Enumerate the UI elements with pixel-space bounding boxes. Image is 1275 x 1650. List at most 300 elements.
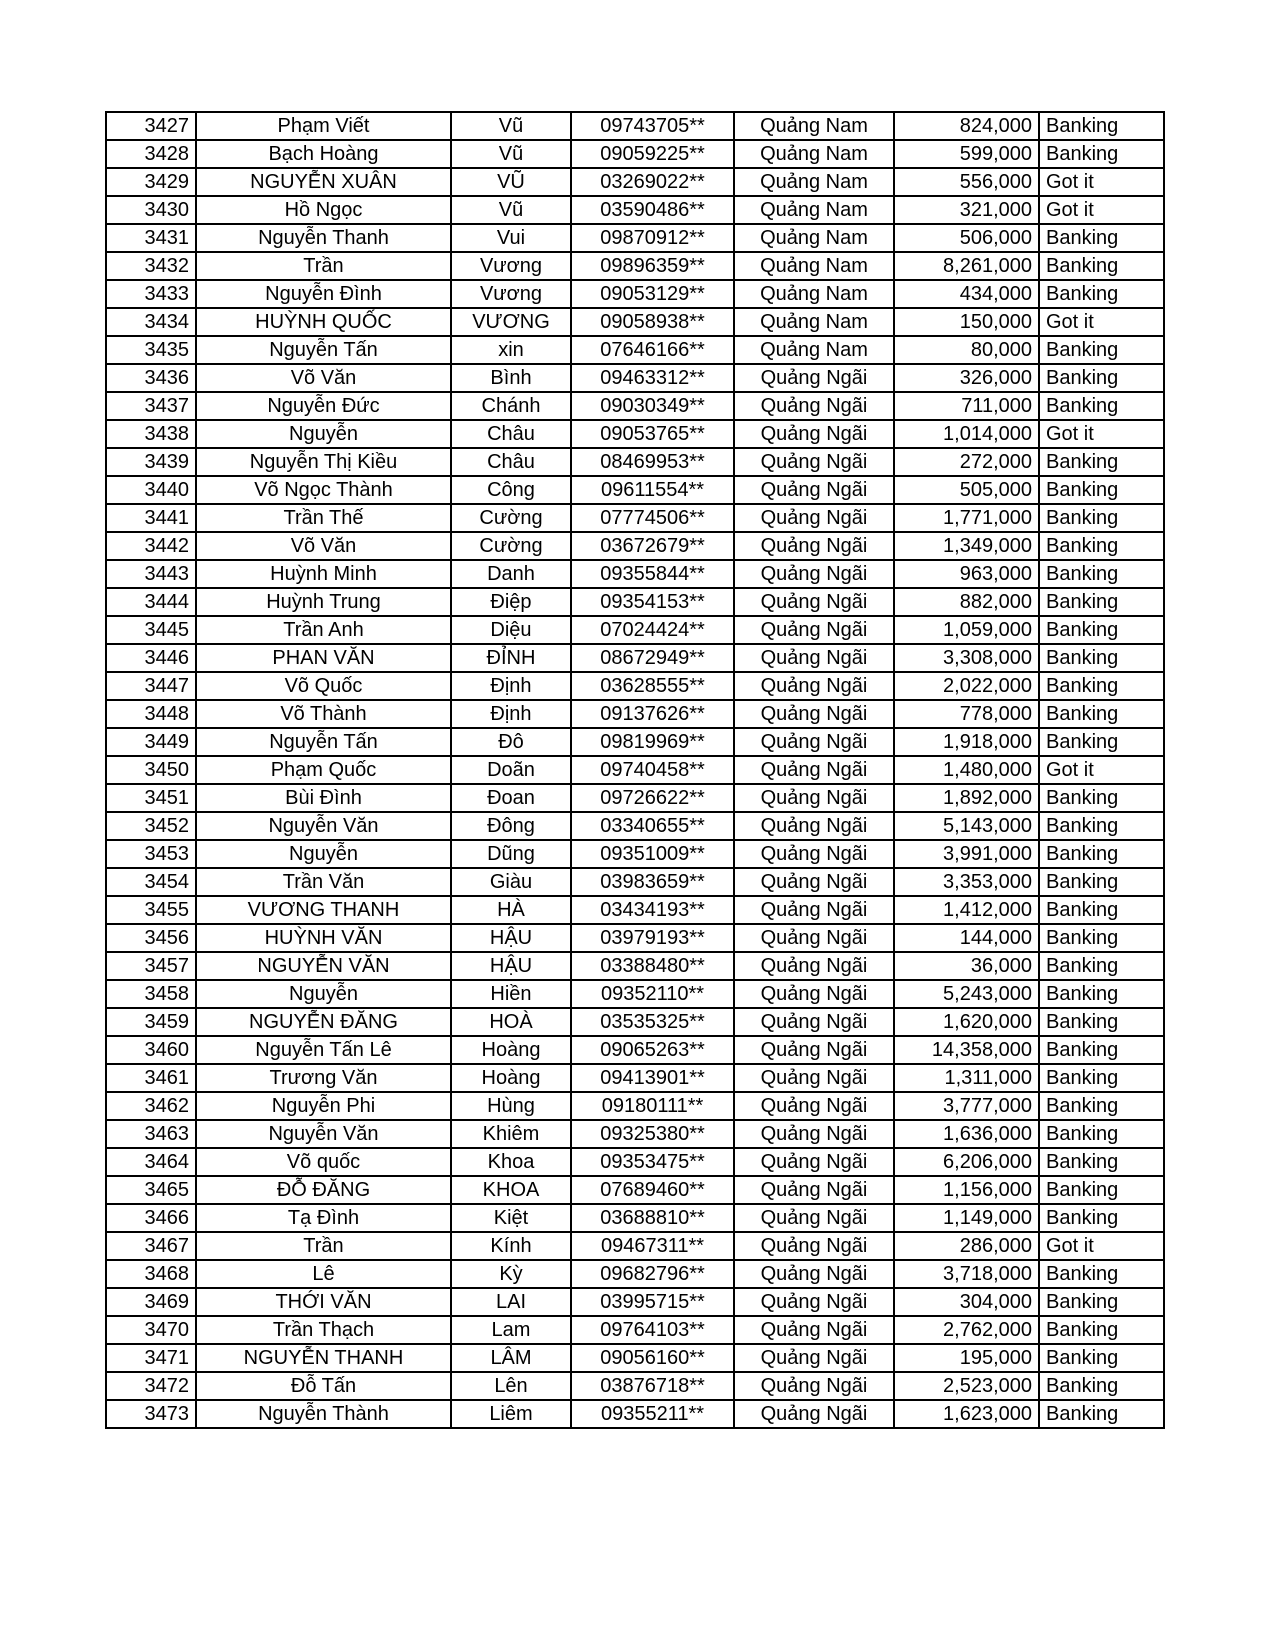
phone-number-cell: 09870912**	[571, 224, 734, 252]
last-name-cell: Võ Quốc	[196, 672, 451, 700]
phone-number-cell: 03340655**	[571, 812, 734, 840]
phone-number-cell: 03876718**	[571, 1372, 734, 1400]
table-row	[106, 476, 1164, 504]
table-row	[106, 280, 1164, 308]
payment-method-cell: Banking	[1039, 364, 1164, 392]
amount-cell: 1,059,000	[894, 616, 1039, 644]
table-row	[106, 728, 1164, 756]
province-cell: Quảng Ngãi	[734, 1204, 894, 1232]
table-row	[106, 952, 1164, 980]
last-name-cell: PHAN VĂN	[196, 644, 451, 672]
last-name-cell: NGUYỄN VĂN	[196, 952, 451, 980]
phone-number-cell: 03628555**	[571, 672, 734, 700]
row-number-cell: 3445	[106, 616, 196, 644]
last-name-cell: Võ quốc	[196, 1148, 451, 1176]
row-number-cell: 3450	[106, 756, 196, 784]
row-number-cell: 3444	[106, 588, 196, 616]
amount-cell: 8,261,000	[894, 252, 1039, 280]
last-name-cell: VƯƠNG THANH	[196, 896, 451, 924]
first-name-cell: Định	[451, 700, 571, 728]
amount-cell: 556,000	[894, 168, 1039, 196]
payment-method-cell: Banking	[1039, 392, 1164, 420]
last-name-cell: Nguyễn Tấn	[196, 336, 451, 364]
row-number-cell: 3440	[106, 476, 196, 504]
table-row	[106, 364, 1164, 392]
first-name-cell: Vui	[451, 224, 571, 252]
last-name-cell: NGUYỄN ĐĂNG	[196, 1008, 451, 1036]
table-row	[106, 700, 1164, 728]
payment-method-cell: Got it	[1039, 420, 1164, 448]
last-name-cell: Nguyễn Tấn	[196, 728, 451, 756]
amount-cell: 1,149,000	[894, 1204, 1039, 1232]
province-cell: Quảng Ngãi	[734, 700, 894, 728]
payment-method-cell: Banking	[1039, 1260, 1164, 1288]
amount-cell: 1,892,000	[894, 784, 1039, 812]
row-number-cell: 3470	[106, 1316, 196, 1344]
phone-number-cell: 09352110**	[571, 980, 734, 1008]
last-name-cell: Nguyễn Thị Kiều	[196, 448, 451, 476]
amount-cell: 286,000	[894, 1232, 1039, 1260]
row-number-cell: 3435	[106, 336, 196, 364]
amount-cell: 1,349,000	[894, 532, 1039, 560]
payment-method-cell: Banking	[1039, 504, 1164, 532]
first-name-cell: Đông	[451, 812, 571, 840]
phone-number-cell: 03672679**	[571, 532, 734, 560]
amount-cell: 1,771,000	[894, 504, 1039, 532]
province-cell: Quảng Ngãi	[734, 420, 894, 448]
phone-number-cell: 09740458**	[571, 756, 734, 784]
payment-method-cell: Banking	[1039, 784, 1164, 812]
last-name-cell: Nguyễn	[196, 840, 451, 868]
row-number-cell: 3467	[106, 1232, 196, 1260]
table-row	[106, 840, 1164, 868]
row-number-cell: 3466	[106, 1204, 196, 1232]
first-name-cell: Định	[451, 672, 571, 700]
row-number-cell: 3432	[106, 252, 196, 280]
table-row	[106, 616, 1164, 644]
payment-method-cell: Banking	[1039, 1204, 1164, 1232]
payment-method-cell: Banking	[1039, 980, 1164, 1008]
last-name-cell: Nguyễn Thành	[196, 1400, 451, 1428]
payout-table	[105, 111, 1165, 1429]
first-name-cell: Diệu	[451, 616, 571, 644]
province-cell: Quảng Ngãi	[734, 1316, 894, 1344]
row-number-cell: 3462	[106, 1092, 196, 1120]
last-name-cell: Huỳnh Minh	[196, 560, 451, 588]
table-row	[106, 588, 1164, 616]
amount-cell: 36,000	[894, 952, 1039, 980]
last-name-cell: Nguyễn Đình	[196, 280, 451, 308]
phone-number-cell: 09355844**	[571, 560, 734, 588]
first-name-cell: Cường	[451, 532, 571, 560]
row-number-cell: 3441	[106, 504, 196, 532]
phone-number-cell: 09355211**	[571, 1400, 734, 1428]
last-name-cell: Tạ Đình	[196, 1204, 451, 1232]
last-name-cell: Trương Văn	[196, 1064, 451, 1092]
table-row	[106, 1316, 1164, 1344]
table-row	[106, 168, 1164, 196]
phone-number-cell: 09065263**	[571, 1036, 734, 1064]
payment-method-cell: Banking	[1039, 532, 1164, 560]
payment-method-cell: Banking	[1039, 224, 1164, 252]
phone-number-cell: 07774506**	[571, 504, 734, 532]
payment-method-cell: Banking	[1039, 336, 1164, 364]
row-number-cell: 3461	[106, 1064, 196, 1092]
province-cell: Quảng Nam	[734, 280, 894, 308]
amount-cell: 3,991,000	[894, 840, 1039, 868]
row-number-cell: 3457	[106, 952, 196, 980]
payment-method-cell: Banking	[1039, 868, 1164, 896]
province-cell: Quảng Nam	[734, 112, 894, 140]
first-name-cell: Vũ	[451, 140, 571, 168]
table-row	[106, 644, 1164, 672]
phone-number-cell: 09743705**	[571, 112, 734, 140]
amount-cell: 2,022,000	[894, 672, 1039, 700]
row-number-cell: 3446	[106, 644, 196, 672]
row-number-cell: 3442	[106, 532, 196, 560]
province-cell: Quảng Ngãi	[734, 896, 894, 924]
first-name-cell: HẬU	[451, 952, 571, 980]
province-cell: Quảng Ngãi	[734, 980, 894, 1008]
payment-method-cell: Banking	[1039, 588, 1164, 616]
province-cell: Quảng Ngãi	[734, 1092, 894, 1120]
province-cell: Quảng Nam	[734, 224, 894, 252]
row-number-cell: 3430	[106, 196, 196, 224]
payment-method-cell: Banking	[1039, 1120, 1164, 1148]
province-cell: Quảng Ngãi	[734, 728, 894, 756]
phone-number-cell: 09726622**	[571, 784, 734, 812]
phone-number-cell: 09413901**	[571, 1064, 734, 1092]
amount-cell: 824,000	[894, 112, 1039, 140]
table-row	[106, 1120, 1164, 1148]
province-cell: Quảng Ngãi	[734, 672, 894, 700]
province-cell: Quảng Ngãi	[734, 364, 894, 392]
first-name-cell: Chánh	[451, 392, 571, 420]
row-number-cell: 3452	[106, 812, 196, 840]
first-name-cell: Giàu	[451, 868, 571, 896]
table-row	[106, 784, 1164, 812]
first-name-cell: Khoa	[451, 1148, 571, 1176]
table-row	[106, 560, 1164, 588]
table-row	[106, 1288, 1164, 1316]
payment-method-cell: Banking	[1039, 476, 1164, 504]
first-name-cell: Lên	[451, 1372, 571, 1400]
payment-method-cell: Banking	[1039, 896, 1164, 924]
phone-number-cell: 03995715**	[571, 1288, 734, 1316]
last-name-cell: Võ Văn	[196, 532, 451, 560]
province-cell: Quảng Ngãi	[734, 1400, 894, 1428]
province-cell: Quảng Ngãi	[734, 840, 894, 868]
last-name-cell: Bùi Đình	[196, 784, 451, 812]
row-number-cell: 3453	[106, 840, 196, 868]
payment-method-cell: Banking	[1039, 952, 1164, 980]
table-row	[106, 252, 1164, 280]
last-name-cell: HUỲNH QUỐC	[196, 308, 451, 336]
row-number-cell: 3438	[106, 420, 196, 448]
amount-cell: 272,000	[894, 448, 1039, 476]
last-name-cell: THỚI VĂN	[196, 1288, 451, 1316]
amount-cell: 3,353,000	[894, 868, 1039, 896]
last-name-cell: Lê	[196, 1260, 451, 1288]
table-row	[106, 1148, 1164, 1176]
payment-method-cell: Banking	[1039, 1148, 1164, 1176]
last-name-cell: ĐỖ ĐĂNG	[196, 1176, 451, 1204]
first-name-cell: ĐỈNH	[451, 644, 571, 672]
row-number-cell: 3433	[106, 280, 196, 308]
table-row	[106, 1176, 1164, 1204]
first-name-cell: VŨ	[451, 168, 571, 196]
payment-method-cell: Banking	[1039, 1176, 1164, 1204]
last-name-cell: Nguyễn Thanh	[196, 224, 451, 252]
province-cell: Quảng Ngãi	[734, 616, 894, 644]
amount-cell: 1,623,000	[894, 1400, 1039, 1428]
last-name-cell: Trần	[196, 1232, 451, 1260]
phone-number-cell: 09059225**	[571, 140, 734, 168]
phone-number-cell: 09682796**	[571, 1260, 734, 1288]
amount-cell: 434,000	[894, 280, 1039, 308]
row-number-cell: 3459	[106, 1008, 196, 1036]
payment-method-cell: Banking	[1039, 448, 1164, 476]
row-number-cell: 3460	[106, 1036, 196, 1064]
amount-cell: 150,000	[894, 308, 1039, 336]
amount-cell: 778,000	[894, 700, 1039, 728]
row-number-cell: 3458	[106, 980, 196, 1008]
last-name-cell: Nguyễn Tấn Lê	[196, 1036, 451, 1064]
row-number-cell: 3465	[106, 1176, 196, 1204]
amount-cell: 321,000	[894, 196, 1039, 224]
province-cell: Quảng Nam	[734, 336, 894, 364]
payment-method-cell: Banking	[1039, 252, 1164, 280]
province-cell: Quảng Ngãi	[734, 1232, 894, 1260]
province-cell: Quảng Ngãi	[734, 924, 894, 952]
payment-method-cell: Banking	[1039, 140, 1164, 168]
amount-cell: 505,000	[894, 476, 1039, 504]
payment-method-cell: Banking	[1039, 1064, 1164, 1092]
row-number-cell: 3437	[106, 392, 196, 420]
first-name-cell: Dũng	[451, 840, 571, 868]
phone-number-cell: 09053129**	[571, 280, 734, 308]
last-name-cell: Trần Thế	[196, 504, 451, 532]
first-name-cell: xin	[451, 336, 571, 364]
amount-cell: 5,143,000	[894, 812, 1039, 840]
table-body	[106, 112, 1164, 1428]
phone-number-cell: 03979193**	[571, 924, 734, 952]
last-name-cell: Nguyễn Văn	[196, 1120, 451, 1148]
phone-number-cell: 03434193**	[571, 896, 734, 924]
phone-number-cell: 09354153**	[571, 588, 734, 616]
table-row	[106, 336, 1164, 364]
payment-method-cell: Banking	[1039, 700, 1164, 728]
phone-number-cell: 09819969**	[571, 728, 734, 756]
amount-cell: 963,000	[894, 560, 1039, 588]
payment-method-cell: Banking	[1039, 1288, 1164, 1316]
payment-method-cell: Banking	[1039, 1316, 1164, 1344]
payment-method-cell: Banking	[1039, 1344, 1164, 1372]
phone-number-cell: 09764103**	[571, 1316, 734, 1344]
first-name-cell: Vương	[451, 252, 571, 280]
first-name-cell: Cường	[451, 504, 571, 532]
province-cell: Quảng Ngãi	[734, 1372, 894, 1400]
table-row	[106, 420, 1164, 448]
first-name-cell: Công	[451, 476, 571, 504]
phone-number-cell: 09611554**	[571, 476, 734, 504]
row-number-cell: 3471	[106, 1344, 196, 1372]
province-cell: Quảng Ngãi	[734, 1260, 894, 1288]
last-name-cell: Đỗ Tấn	[196, 1372, 451, 1400]
table-row	[106, 448, 1164, 476]
phone-number-cell: 09137626**	[571, 700, 734, 728]
province-cell: Quảng Ngãi	[734, 756, 894, 784]
province-cell: Quảng Ngãi	[734, 952, 894, 980]
amount-cell: 1,014,000	[894, 420, 1039, 448]
province-cell: Quảng Nam	[734, 308, 894, 336]
province-cell: Quảng Ngãi	[734, 1344, 894, 1372]
first-name-cell: Kiệt	[451, 1204, 571, 1232]
amount-cell: 6,206,000	[894, 1148, 1039, 1176]
last-name-cell: Nguyễn Đức	[196, 392, 451, 420]
payment-method-cell: Banking	[1039, 728, 1164, 756]
province-cell: Quảng Nam	[734, 140, 894, 168]
amount-cell: 3,308,000	[894, 644, 1039, 672]
row-number-cell: 3448	[106, 700, 196, 728]
payment-method-cell: Banking	[1039, 1400, 1164, 1428]
table-row	[106, 224, 1164, 252]
row-number-cell: 3468	[106, 1260, 196, 1288]
phone-number-cell: 09353475**	[571, 1148, 734, 1176]
payment-method-cell: Banking	[1039, 616, 1164, 644]
phone-number-cell: 07646166**	[571, 336, 734, 364]
table-row	[106, 812, 1164, 840]
table-row	[106, 924, 1164, 952]
phone-number-cell: 09325380**	[571, 1120, 734, 1148]
phone-number-cell: 03269022**	[571, 168, 734, 196]
payment-method-cell: Banking	[1039, 812, 1164, 840]
table-row	[106, 756, 1164, 784]
amount-cell: 1,620,000	[894, 1008, 1039, 1036]
payment-method-cell: Got it	[1039, 1232, 1164, 1260]
phone-number-cell: 03688810**	[571, 1204, 734, 1232]
last-name-cell: Võ Ngọc Thành	[196, 476, 451, 504]
phone-number-cell: 09463312**	[571, 364, 734, 392]
province-cell: Quảng Ngãi	[734, 644, 894, 672]
last-name-cell: Võ Văn	[196, 364, 451, 392]
amount-cell: 1,636,000	[894, 1120, 1039, 1148]
amount-cell: 3,777,000	[894, 1092, 1039, 1120]
phone-number-cell: 09180111**	[571, 1092, 734, 1120]
table-row	[106, 1372, 1164, 1400]
first-name-cell: Khiêm	[451, 1120, 571, 1148]
first-name-cell: Vương	[451, 280, 571, 308]
row-number-cell: 3427	[106, 112, 196, 140]
last-name-cell: Phạm Viết	[196, 112, 451, 140]
first-name-cell: Bình	[451, 364, 571, 392]
row-number-cell: 3472	[106, 1372, 196, 1400]
province-cell: Quảng Nam	[734, 168, 894, 196]
province-cell: Quảng Ngãi	[734, 1120, 894, 1148]
table-row	[106, 504, 1164, 532]
first-name-cell: Doãn	[451, 756, 571, 784]
first-name-cell: Liêm	[451, 1400, 571, 1428]
last-name-cell: Trần Anh	[196, 616, 451, 644]
phone-number-cell: 03535325**	[571, 1008, 734, 1036]
row-number-cell: 3456	[106, 924, 196, 952]
first-name-cell: Vũ	[451, 112, 571, 140]
table-row	[106, 1260, 1164, 1288]
province-cell: Quảng Ngãi	[734, 392, 894, 420]
amount-cell: 3,718,000	[894, 1260, 1039, 1288]
amount-cell: 2,762,000	[894, 1316, 1039, 1344]
last-name-cell: Hồ Ngọc	[196, 196, 451, 224]
phone-number-cell: 07024424**	[571, 616, 734, 644]
row-number-cell: 3447	[106, 672, 196, 700]
payment-method-cell: Got it	[1039, 196, 1164, 224]
first-name-cell: HOÀ	[451, 1008, 571, 1036]
province-cell: Quảng Ngãi	[734, 1008, 894, 1036]
amount-cell: 1,918,000	[894, 728, 1039, 756]
first-name-cell: VƯƠNG	[451, 308, 571, 336]
phone-number-cell: 09030349**	[571, 392, 734, 420]
row-number-cell: 3469	[106, 1288, 196, 1316]
province-cell: Quảng Ngãi	[734, 1064, 894, 1092]
province-cell: Quảng Ngãi	[734, 532, 894, 560]
amount-cell: 144,000	[894, 924, 1039, 952]
last-name-cell: Trần Văn	[196, 868, 451, 896]
payment-method-cell: Banking	[1039, 112, 1164, 140]
table-row	[106, 1204, 1164, 1232]
row-number-cell: 3473	[106, 1400, 196, 1428]
phone-number-cell: 09056160**	[571, 1344, 734, 1372]
row-number-cell: 3439	[106, 448, 196, 476]
row-number-cell: 3434	[106, 308, 196, 336]
phone-number-cell: 09351009**	[571, 840, 734, 868]
last-name-cell: Phạm Quốc	[196, 756, 451, 784]
province-cell: Quảng Ngãi	[734, 812, 894, 840]
first-name-cell: Đô	[451, 728, 571, 756]
row-number-cell: 3449	[106, 728, 196, 756]
payment-method-cell: Banking	[1039, 672, 1164, 700]
phone-number-cell: 08672949**	[571, 644, 734, 672]
first-name-cell: Kỳ	[451, 1260, 571, 1288]
table-row	[106, 672, 1164, 700]
phone-number-cell: 09053765**	[571, 420, 734, 448]
amount-cell: 195,000	[894, 1344, 1039, 1372]
row-number-cell: 3464	[106, 1148, 196, 1176]
table-row	[106, 1344, 1164, 1372]
first-name-cell: Hoàng	[451, 1064, 571, 1092]
table-row	[106, 1036, 1164, 1064]
amount-cell: 2,523,000	[894, 1372, 1039, 1400]
first-name-cell: Kính	[451, 1232, 571, 1260]
table-row	[106, 532, 1164, 560]
last-name-cell: Nguyễn Văn	[196, 812, 451, 840]
row-number-cell: 3443	[106, 560, 196, 588]
first-name-cell: Vũ	[451, 196, 571, 224]
last-name-cell: NGUYỄN THANH	[196, 1344, 451, 1372]
phone-number-cell: 09896359**	[571, 252, 734, 280]
payment-method-cell: Banking	[1039, 924, 1164, 952]
amount-cell: 1,480,000	[894, 756, 1039, 784]
last-name-cell: Nguyễn Phi	[196, 1092, 451, 1120]
phone-number-cell: 03590486**	[571, 196, 734, 224]
table-row	[106, 196, 1164, 224]
first-name-cell: Châu	[451, 448, 571, 476]
table-row	[106, 1008, 1164, 1036]
row-number-cell: 3431	[106, 224, 196, 252]
table-row	[106, 1092, 1164, 1120]
last-name-cell: Trần Thạch	[196, 1316, 451, 1344]
table-row	[106, 308, 1164, 336]
row-number-cell: 3463	[106, 1120, 196, 1148]
